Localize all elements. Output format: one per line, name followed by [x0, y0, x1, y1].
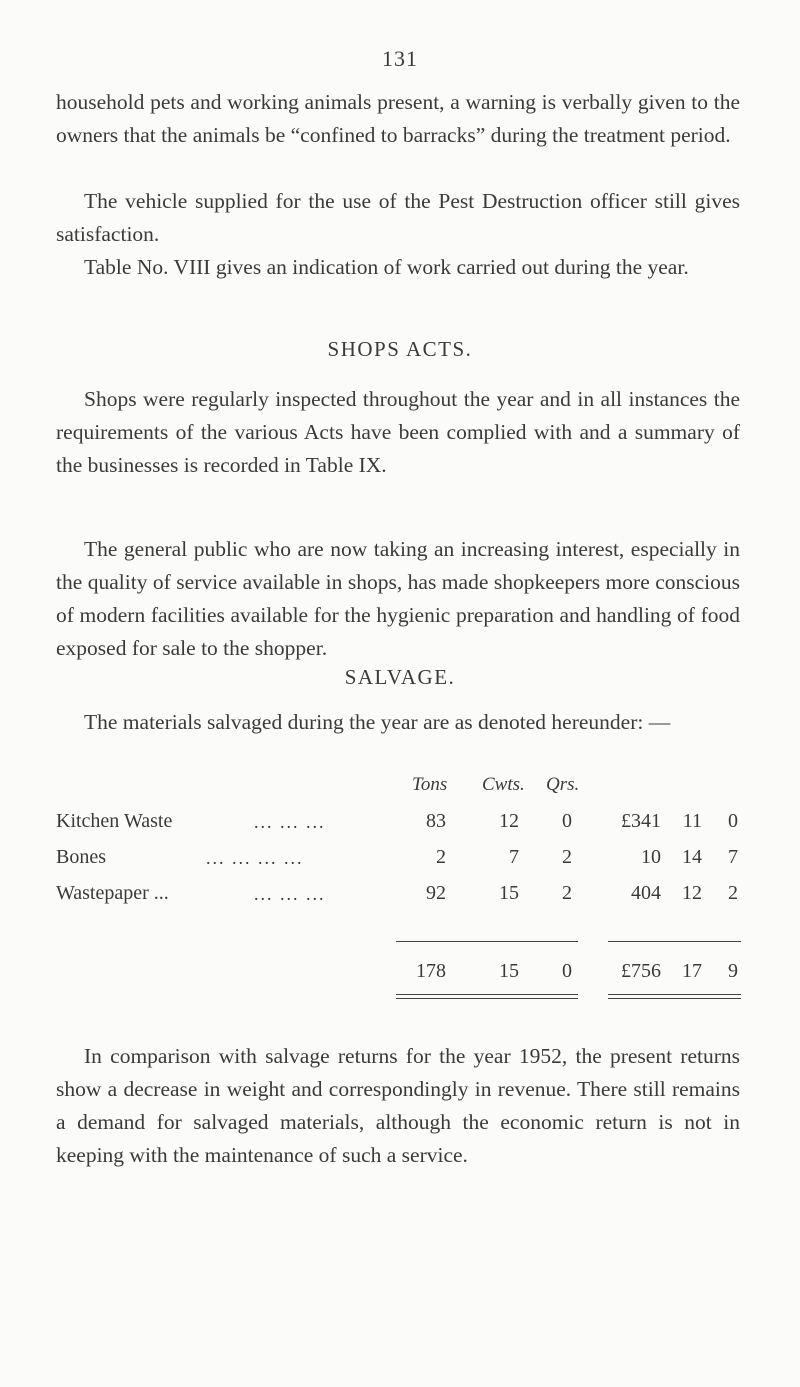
row-label: Bones — [56, 846, 106, 868]
shillings-value: 11 — [682, 810, 702, 832]
total-qrs: 0 — [562, 960, 572, 982]
heading-salvage: SALVAGE. — [344, 665, 456, 689]
paragraph-shops-inspected: Shops were regularly inspected throughout the year and in all instances the requirements of the various Acts have been complied with and a summary of the businesses is recorded in Table IX. — [56, 387, 740, 477]
leader-dots: ... ... ... — [254, 812, 326, 832]
paragraph-table-viii: Table No. VIII gives an indication of work carried out during the year. — [84, 255, 689, 279]
header-cwts: Cwts. — [482, 774, 525, 795]
rule-money-top — [608, 941, 741, 942]
total-tons: 178 — [416, 960, 446, 982]
qrs-value: 2 — [562, 846, 572, 868]
header-tons: Tons — [412, 774, 448, 795]
paragraph-salvage-comparison: In comparison with salvage returns for the year 1952, the present returns show a decrease in weight and correspondingly in revenue. There still remains a demand for salvaged materials, although the economic return is not in keeping with the maintenance of such a service. — [56, 1044, 740, 1167]
paragraph-pets: household pets and working animals present, a warning is verbally given to the owners that the animals be “confined to barracks” during the treatment period. — [56, 90, 740, 147]
row-label: Kitchen Waste — [56, 810, 173, 832]
total-shillings: 17 — [682, 960, 702, 982]
pence-value: 0 — [728, 810, 738, 832]
cwts-value: 12 — [499, 810, 519, 832]
leader-dots: ... ... ... ... — [206, 848, 304, 868]
rule-weights-top — [396, 941, 578, 942]
paragraph-salvage-intro: The materials salvaged during the year are as denoted hereunder: — — [84, 710, 671, 734]
qrs-value: 2 — [562, 882, 572, 904]
paragraph-vehicle: The vehicle supplied for the use of the Pest Destruction officer still gives satisfaction. — [56, 189, 740, 246]
rule-money-bottom-1 — [608, 994, 741, 995]
row-label: Wastepaper ... — [56, 882, 169, 904]
pounds-value: 10 — [641, 846, 661, 868]
rule-weights-bottom-1 — [396, 994, 578, 995]
tons-value: 83 — [426, 810, 446, 832]
total-cwts: 15 — [499, 960, 519, 982]
pence-value: 7 — [728, 846, 738, 868]
total-pounds: £756 — [621, 960, 661, 982]
salvage-table — [56, 774, 746, 904]
cwts-value: 7 — [509, 846, 519, 868]
tons-value: 92 — [426, 882, 446, 904]
shillings-value: 12 — [682, 882, 702, 904]
shillings-value: 14 — [682, 846, 702, 868]
qrs-value: 0 — [562, 810, 572, 832]
pounds-value: £341 — [621, 810, 661, 832]
header-qrs: Qrs. — [546, 774, 580, 795]
leader-dots: ... ... ... — [254, 884, 326, 904]
pounds-value: 404 — [631, 882, 661, 904]
page-number: 131 — [382, 46, 418, 71]
pence-value: 2 — [728, 882, 738, 904]
rule-weights-bottom-2 — [396, 998, 578, 999]
paragraph-general-public: The general public who are now taking an increasing interest, especially in the quality of service available in shops, has made shopkeepers more conscious of modern facilities available for the hygienic preparation and handling of food exposed for sale to the shopper. — [56, 537, 740, 660]
heading-shops-acts: SHOPS ACTS. — [327, 337, 473, 361]
rule-money-bottom-2 — [608, 998, 741, 999]
tons-value: 2 — [436, 846, 446, 868]
cwts-value: 15 — [499, 882, 519, 904]
total-pence: 9 — [728, 960, 738, 982]
